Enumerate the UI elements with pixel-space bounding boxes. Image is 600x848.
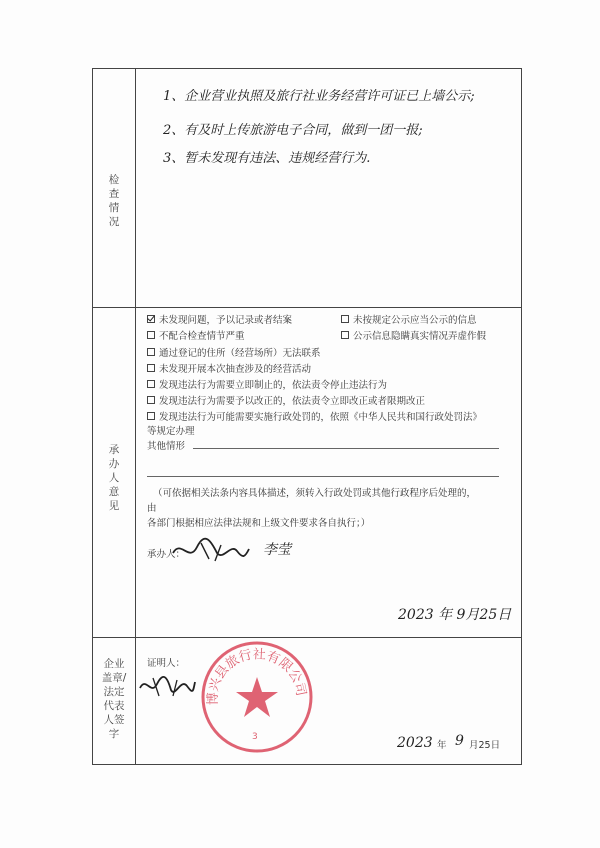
- other-situation-label: 其他情形: [147, 441, 186, 452]
- checkbox-no-activity[interactable]: 未发现开展本次抽查涉及的经营活动: [147, 361, 311, 375]
- procedure-text: 等规定办理: [147, 426, 195, 437]
- company-seal: [197, 637, 317, 757]
- checkbox-box[interactable]: [341, 331, 349, 339]
- signer-label: 承办人：: [147, 549, 186, 560]
- enterprise-date-day: 月25日: [469, 740, 501, 751]
- opinion-date: 2023 年 9月25日: [398, 607, 512, 623]
- enterprise-section-label: 企业盖章/法定代表人签字: [101, 658, 127, 740]
- other-situation-underline: [193, 448, 499, 449]
- opinion-section-label: 承办人意见: [108, 444, 120, 512]
- signature-scribble: [171, 535, 251, 565]
- other-situation-underline-2: [147, 476, 499, 477]
- checkbox-no-problem[interactable]: 未发现问题，予以记录或者结案: [147, 312, 292, 326]
- checkbox-stop-violation[interactable]: 发现违法行为需要立即制止的，依法责令停止违法行为: [147, 377, 387, 391]
- checkbox-not-cooperate[interactable]: 不配合检查情节严重: [147, 328, 245, 342]
- checkbox-box[interactable]: [147, 364, 155, 372]
- inspection-line-2: 2、有及时上传旅游电子合同，做到一团一报;: [163, 123, 423, 138]
- column-divider: [135, 69, 136, 764]
- inspection-line-1: 1、企业营业执照及旅行社业务经营许可证已上墙公示;: [163, 89, 475, 104]
- note-line-1: （可依据相关法条内容具体描述，须转入行政处罚或其他行政程序后处理的，: [153, 488, 477, 499]
- note-line-3: 各部门根据相应法律法规和上级文件要求各自执行；）: [147, 518, 371, 529]
- checkbox-box[interactable]: [147, 412, 155, 420]
- checkbox-box[interactable]: [147, 380, 155, 388]
- checkbox-correct-violation[interactable]: 发现违法行为需要予以改正的，依法责令立即改正或者限期改正: [147, 393, 425, 407]
- svg-text:3: 3: [252, 732, 258, 742]
- enterprise-date-year-suffix: 年: [437, 740, 447, 751]
- checkbox-administrative-penalty[interactable]: 发现违法行为可能需要实施行政处罚的，依照《中华人民共和国行政处罚法》: [147, 409, 482, 423]
- checkbox-box[interactable]: [147, 315, 155, 323]
- checkbox-box[interactable]: [147, 348, 155, 356]
- enterprise-date-year: 2023: [397, 735, 433, 751]
- note-line-2: 由: [147, 503, 157, 514]
- checkbox-unreachable[interactable]: 通过登记的住所（经营场所）无法联系: [147, 345, 321, 359]
- row-divider: [93, 307, 521, 308]
- checkbox-box[interactable]: [147, 331, 155, 339]
- inspection-line-3: 3、暂未发现有违法、违规经营行为.: [163, 151, 371, 166]
- witness-signature: [137, 672, 197, 700]
- inspection-section-label: 检查情况: [108, 174, 120, 228]
- enterprise-date-month: 9: [455, 733, 464, 749]
- checkbox-box[interactable]: [147, 396, 155, 404]
- checkbox-false-info[interactable]: 公示信息隐瞒真实情况弄虚作假: [341, 328, 486, 342]
- signer-names: 李莹: [263, 542, 291, 558]
- svg-text:博兴县旅行社有限公司: 博兴县旅行社有限公司: [205, 647, 309, 706]
- witness-label: 证明人：: [147, 658, 186, 669]
- checkbox-not-published[interactable]: 未按规定公示应当公示的信息: [341, 312, 477, 326]
- checkbox-box[interactable]: [341, 315, 349, 323]
- inspection-form-table: [92, 68, 522, 765]
